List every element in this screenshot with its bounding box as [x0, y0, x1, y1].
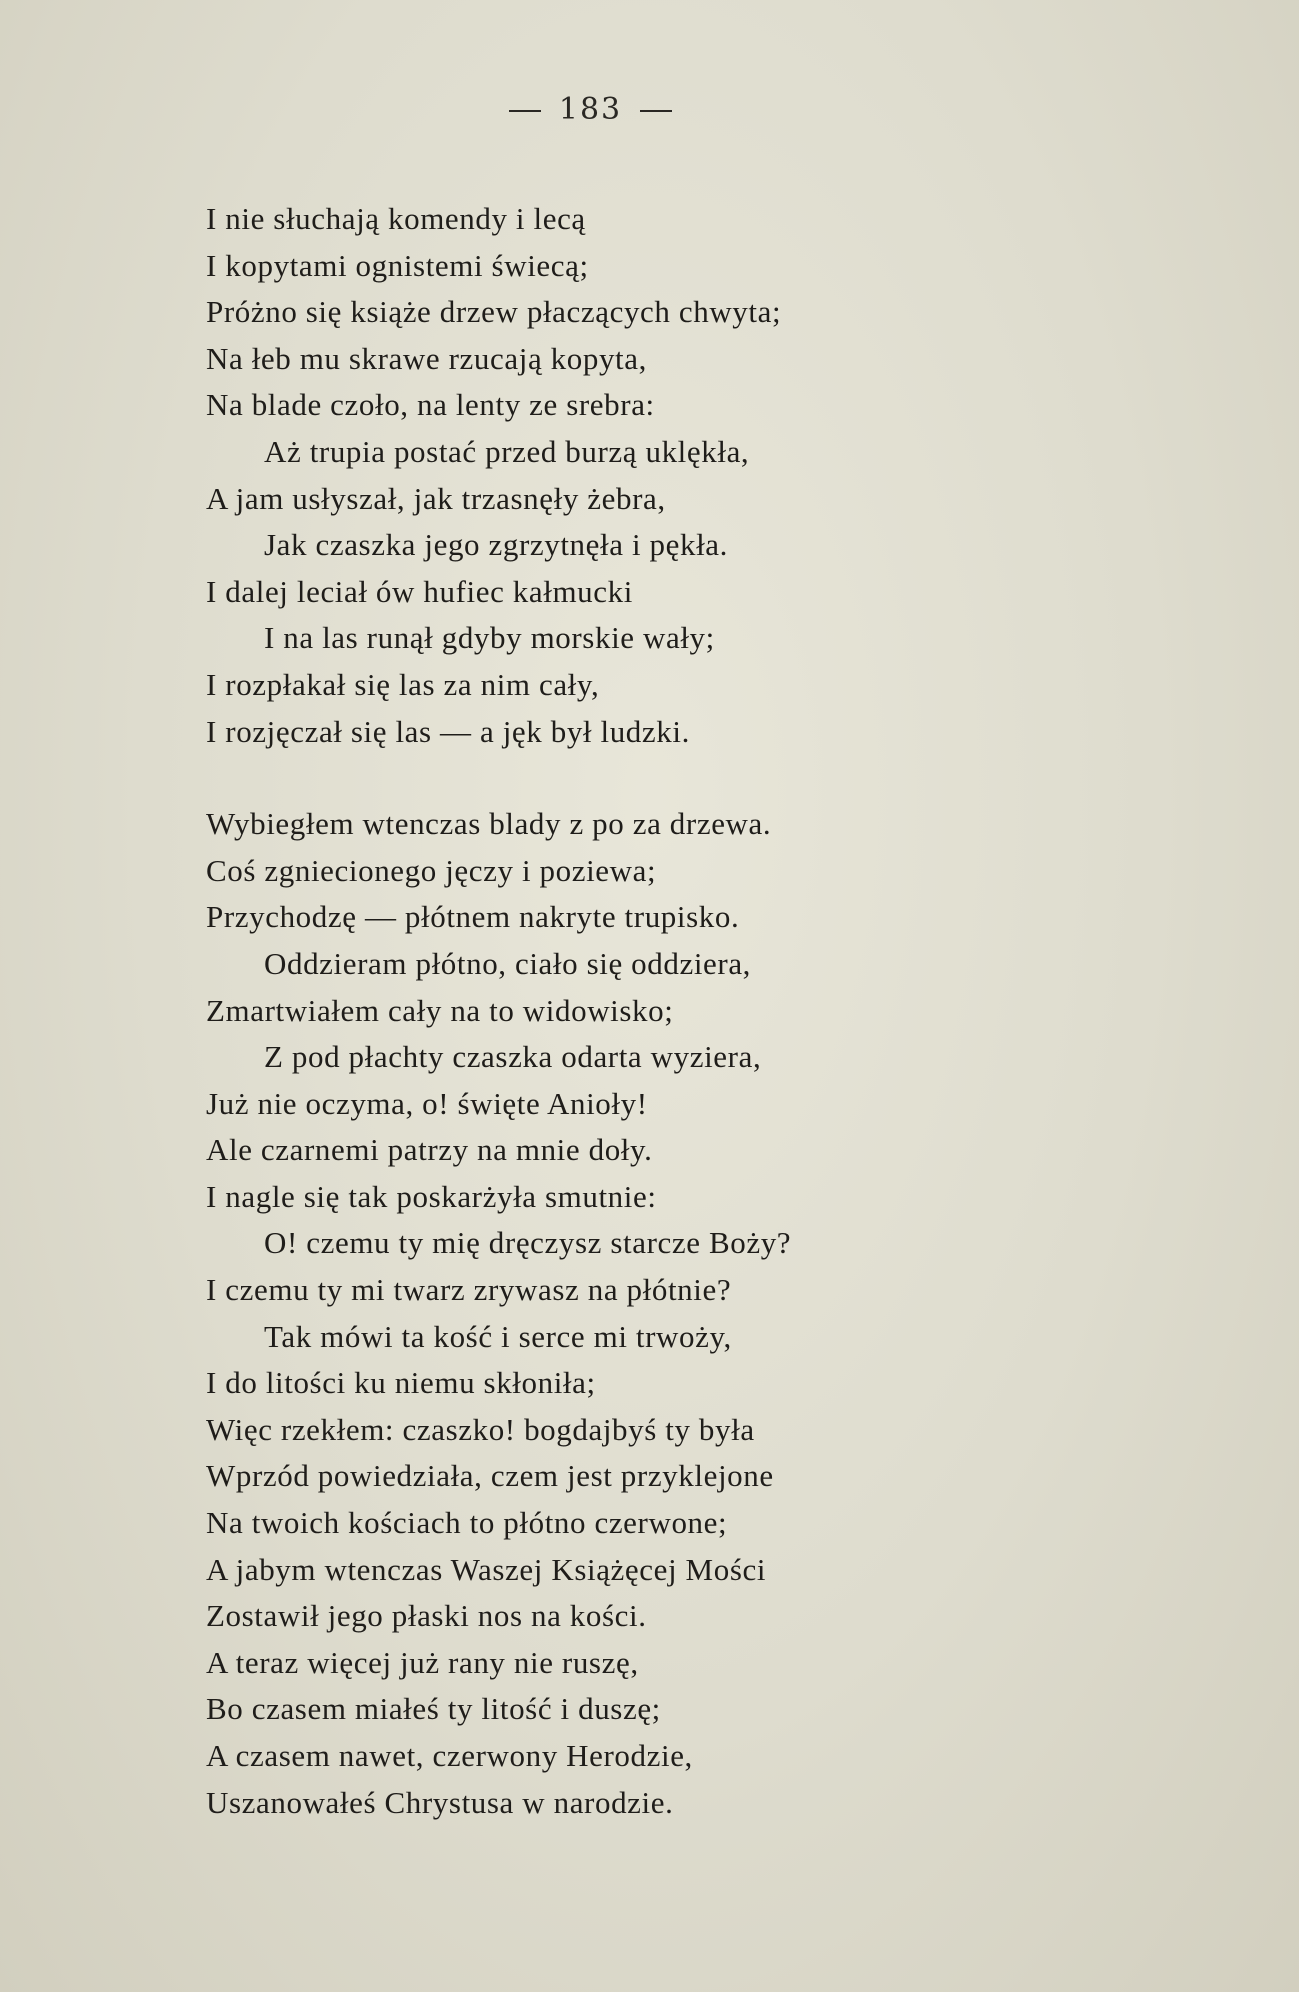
- page-number: 183: [558, 92, 623, 127]
- poem-line: Bo czasem miałeś ty litość i duszę;: [206, 1691, 661, 1727]
- stanza: [206, 196, 1206, 755]
- poem-line: I czemu ty mi twarz zrywasz na płótnie?: [206, 1272, 732, 1308]
- poem-line: Aż trupia postać przed burzą uklękła,: [264, 433, 750, 469]
- poem-line: Oddzieram płótno, ciało się oddziera,: [264, 945, 752, 981]
- poem-line: A czasem nawet, czerwony Herodzie,: [206, 1738, 693, 1773]
- poem-line: Jak czaszka jego zgrzytnęła i pękła.: [264, 527, 728, 563]
- poem-line: O! czemu ty mię dręczysz starcze Boży?: [264, 1225, 792, 1261]
- poem-line: Z pod płachty czaszka odarta wyziera,: [264, 1039, 762, 1075]
- poem-line: Na blade czoło, na lenty ze srebra:: [206, 387, 655, 423]
- stanza: [206, 801, 1206, 1826]
- poem-line: I dalej leciał ów hufiec kałmucki: [206, 573, 633, 609]
- poem-line: I do litości ku niemu skłoniła;: [206, 1365, 596, 1401]
- poem-line: I nie słuchają komendy i lecą: [206, 201, 586, 236]
- poem-line: A jam usłyszał, jak trzasnęły żebra,: [206, 480, 666, 516]
- poem-line: Na twoich kościach to płótno czerwone;: [206, 1505, 728, 1541]
- poem-line: I na las runął gdyby morskie wały;: [264, 620, 715, 656]
- poem-line: Już nie oczyma, o! święte Anioły!: [206, 1085, 648, 1121]
- right-dash: [640, 110, 672, 112]
- poem-line: I kopytami ognistemi świecą;: [206, 247, 589, 283]
- poem-line: Zostawił jego płaski nos na kości.: [206, 1598, 647, 1634]
- poem-line: I nagle się tak poskarżyła smutnie:: [206, 1178, 657, 1214]
- poem-line: Uszanowałeś Chrystusa w narodzie.: [206, 1784, 674, 1820]
- page-number-header: [0, 92, 1299, 127]
- poem-line: Tak mówi ta kość i serce mi trwoży,: [264, 1318, 732, 1354]
- poem-line: I rozjęczał się las — a jęk był ludzki.: [206, 713, 690, 749]
- poem-line: I rozpłakał się las za nim cały,: [206, 666, 600, 702]
- poem-line: Ale czarnemi patrzy na mnie doły.: [206, 1132, 653, 1168]
- poem-line: Zmartwiałem cały na to widowisko;: [206, 992, 674, 1028]
- poem-text: [206, 196, 1206, 1826]
- poem-line: Wybiegłem wtenczas blady z po za drzewa.: [206, 806, 772, 842]
- poem-line: A teraz więcej już rany nie ruszę,: [206, 1644, 639, 1680]
- poem-line: A jabym wtenczas Waszej Książęcej Mości: [206, 1551, 767, 1587]
- poem-line: Próżno się książe drzew płaczących chwyta;: [206, 294, 782, 330]
- poem-line: Wprzód powiedziała, czem jest przyklejone: [206, 1458, 774, 1494]
- left-dash: [509, 110, 541, 112]
- poem-line: Na łeb mu skrawe rzucają kopyta,: [206, 340, 647, 376]
- poem-line: Więc rzekłem: czaszko! bogdajbyś ty była: [206, 1411, 755, 1447]
- poem-line: Przychodzę — płótnem nakryte trupisko.: [206, 899, 740, 935]
- poem-line: Coś zgniecionego jęczy i poziewa;: [206, 852, 657, 888]
